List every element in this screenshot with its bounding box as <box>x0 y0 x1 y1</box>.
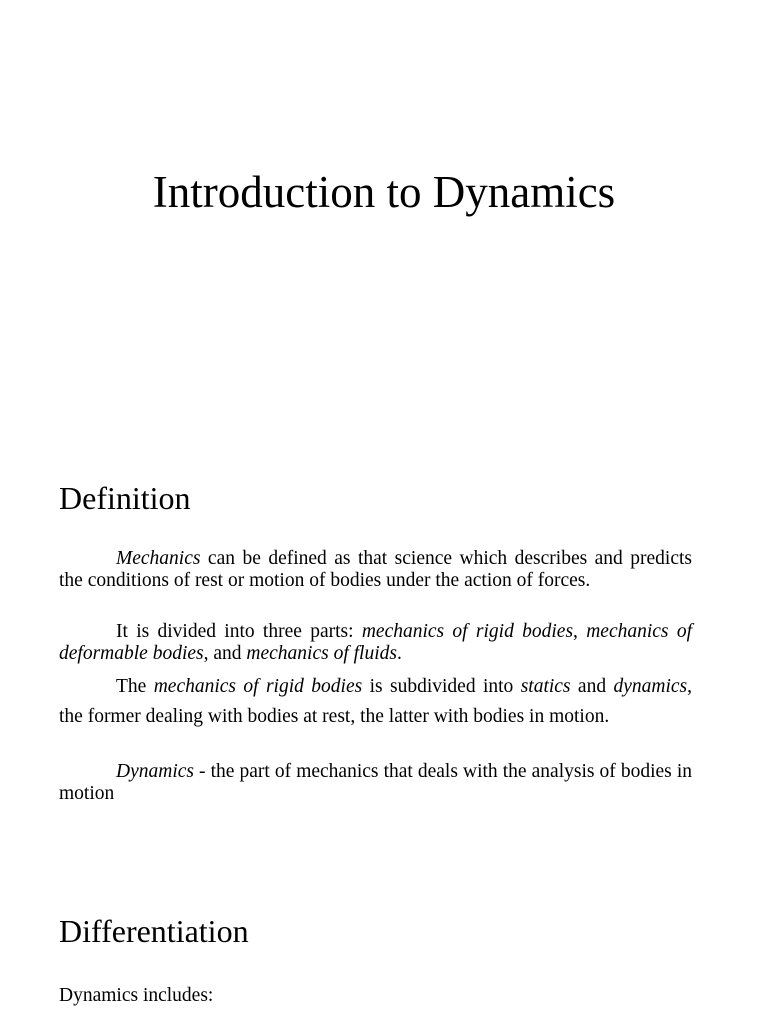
definition-paragraph-parts <box>59 621 692 665</box>
paragraph-text: - the part of mechanics that deals with the analysis of bodies in motion <box>59 761 692 804</box>
definition-paragraph-dynamics <box>59 761 692 805</box>
term-rigid-bodies: mechanics of rigid bodies <box>153 676 363 697</box>
term-fluids: mechanics of fluids <box>246 643 397 664</box>
paragraph-text: It is divided into three parts: <box>116 621 362 642</box>
term-dynamics: Dynamics <box>116 761 194 782</box>
paragraph-text: The <box>116 676 154 697</box>
paragraph-text: , the former dealing with bodies at rest, the latter with bodies in motion. <box>59 676 692 727</box>
definition-heading: Definition <box>59 480 191 516</box>
page-title: Introduction to Dynamics <box>152 167 616 217</box>
term-statics: statics <box>520 676 571 697</box>
definition-paragraph-subdivision <box>59 672 692 731</box>
paragraph-text: . <box>396 643 402 664</box>
differentiation-heading: Differentiation <box>59 913 249 949</box>
term-dynamics: dynamics <box>613 676 688 697</box>
paragraph-text: can be defined as that science which describes and predicts the conditions of rest or motion of bodies under the action of forces. <box>59 548 692 591</box>
differentiation-intro: Dynamics includes: <box>59 985 214 1006</box>
term-deformable-bodies: mechanics of deformable bodies <box>59 621 692 664</box>
paragraph-text: , and <box>203 643 247 664</box>
term-rigid-bodies: mechanics of rigid bodies <box>361 621 574 642</box>
paragraph-text: and <box>570 676 614 697</box>
definition-paragraph-mechanics <box>59 548 692 592</box>
term-mechanics: Mechanics <box>116 548 201 569</box>
paragraph-text: , <box>573 621 587 642</box>
paragraph-text: is subdivided into <box>362 676 521 697</box>
